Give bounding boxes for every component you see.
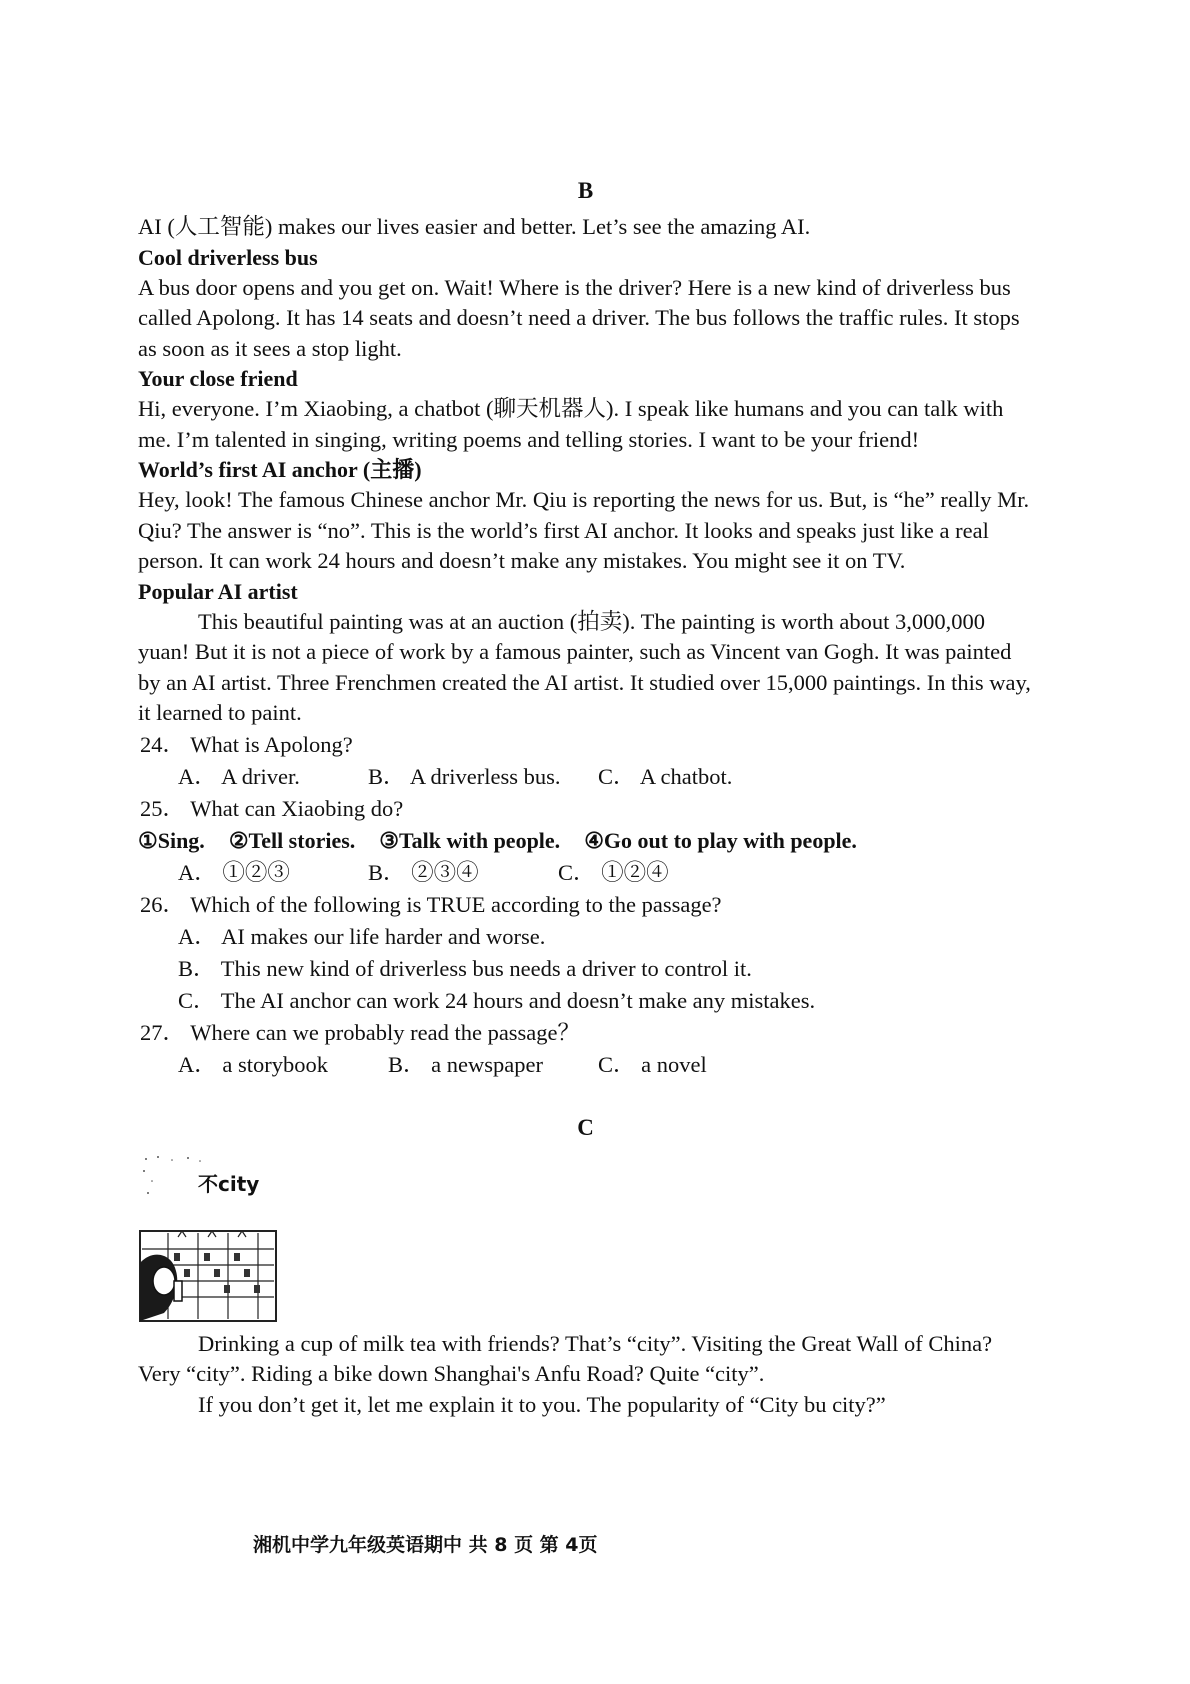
part-heading-artist: Popular AI artist [138,578,298,604]
part-text-anchor: Hey, look! The famous Chinese anchor Mr. Qiu is reporting the news for us. But, is “he” really Mr. Qiu? The answer is “no”. This is the world’s first AI anchor. It looks and speaks just like a real person. It can work 24 hours and doesn’t make any mistakes. You might see it on TV. [138,487,1030,573]
q25-option-a: A． ①②③ [178,859,290,885]
part-text-friend: Hi, everyone. I’m Xiaobing, a chatbot (聊天机器人). I speak like humans and you can talk with me. I’m talented in singing, writing poems and telling stories. I want to be your friend! [138,396,1004,452]
question-26-stem: 26． Which of the following is TRUE according to the passage? [140,891,722,917]
city-illustration [138,1153,278,1323]
q27-option-b: B． a newspaper [388,1051,543,1077]
section-c-title: C [577,1114,594,1140]
question-24-stem: 24． What is Apolong? [140,731,353,757]
q26-option-b: B． This new kind of driverless bus needs a driver to control it. [178,955,752,981]
question-24-options [178,761,1033,793]
q27-option-a: A． a storybook [178,1051,328,1077]
part-heading-friend: Your close friend [138,366,298,391]
q25-statement-1: ①Sing. [138,827,205,853]
section-b-intro: AI (人工智能) makes our lives easier and better. Let’s see the amazing AI. [138,214,811,239]
section-c-paragraph-2: If you don’t get it, let me explain it to you. The popularity of “City bu city?” [198,1391,886,1417]
q24-option-b: B． A driverless bus. [368,763,561,789]
q24-option-c: C． A chatbot. [598,763,733,789]
q25-statement-4: ④Go out to play with people. [584,827,857,853]
question-25-options [178,857,1033,889]
exam-page [138,178,1033,1420]
q26-option-a: A． AI makes our life harder and worse. [178,923,546,949]
part-text-bus: A bus door opens and you get on. Wait! Where is the driver? Here is a new kind of driverless bus called Apolong. It has 14 seats and doesn’t need a driver. The bus follows the traffic rules. It stops as soon as it sees a stop light. [138,274,1020,361]
page-footer: 湘机中学九年级英语期中 共 8 页 第 4页 [253,1534,598,1556]
question-27-stem: 27． Where can we probably read the passage？ [140,1019,581,1045]
speckle-marks [143,1156,201,1194]
q25-statement-2: ②Tell stories. [228,827,356,853]
q27-option-c: C． a novel [598,1051,707,1077]
q24-option-a: A． A driver. [178,763,300,789]
question-25-stem: 25． What can Xiaobing do? [140,795,404,821]
question-25-statements [138,825,1033,857]
section-b-title: B [577,178,594,203]
part-heading-anchor: World’s first AI anchor (主播) [138,457,422,482]
q25-statement-3: ③Talk with people. [379,827,561,853]
q25-option-b: B． ②③④ [368,859,479,885]
section-c-paragraph-1: Drinking a cup of milk tea with friends? That’s “city”. Visiting the Great Wall of China? Very “city”. Riding a bike down Shanghai's Anfu Road? Quite “city”. [138,1330,993,1386]
part-heading-bus: Cool driverless bus [138,244,318,270]
city-picture [138,1153,278,1323]
picture-caption: 不city [198,1171,260,1196]
question-27-options [178,1049,1033,1081]
q26-option-c: C． The AI anchor can work 24 hours and doesn’t make any mistakes. [178,987,816,1013]
part-text-artist: This beautiful painting was at an auction (拍卖). The painting is worth about 3,000,000 yuan! But it is not a piece of work by a famous painter, such as Vincent van Gogh. It was painted by an AI artist. Three Frenchmen created the AI artist. It studied over 15,000 paintings. In this way, it learned to paint. [138,608,1031,725]
q25-option-c: C． ①②④ [558,859,669,885]
